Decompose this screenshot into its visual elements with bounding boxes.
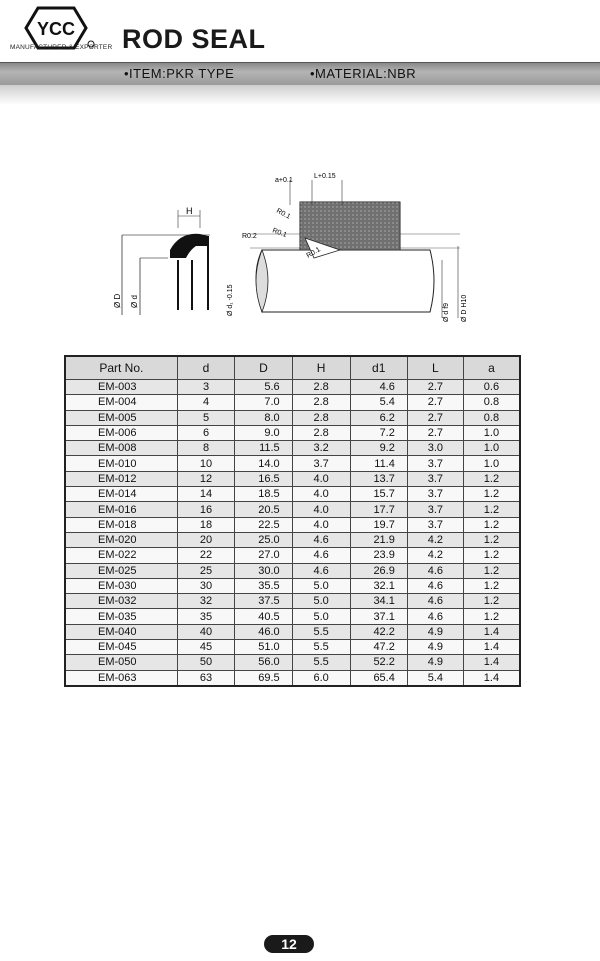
table-cell: 35 <box>177 609 235 624</box>
table-cell: EM-014 <box>65 487 177 502</box>
table-cell: 22 <box>177 548 235 563</box>
table-cell: 4.6 <box>407 609 463 624</box>
table-cell: 25.0 <box>235 532 292 547</box>
table-cell: 15.7 <box>350 487 407 502</box>
table-cell: 3.7 <box>292 456 350 471</box>
table-cell: 1.2 <box>463 563 520 578</box>
table-row <box>65 517 520 532</box>
table-cell: 2.7 <box>407 380 463 395</box>
table-cell: 1.0 <box>463 441 520 456</box>
col-d1: d1 <box>350 356 407 380</box>
table-cell: 1.2 <box>463 471 520 486</box>
radius-label-3: R0.1 <box>271 227 288 239</box>
table-row <box>65 441 520 456</box>
table-cell: 1.0 <box>463 425 520 440</box>
table-cell: 1.2 <box>463 578 520 593</box>
table-cell: EM-032 <box>65 594 177 609</box>
table-cell: 4.6 <box>292 563 350 578</box>
table-cell: 4.0 <box>292 502 350 517</box>
table-cell: EM-040 <box>65 624 177 639</box>
table-cell: EM-005 <box>65 410 177 425</box>
dim-d: Ø d <box>130 295 139 308</box>
table-cell: 37.1 <box>350 609 407 624</box>
col-a: a <box>463 356 520 380</box>
table-cell: 1.2 <box>463 517 520 532</box>
dim-dh10: Ø D H10 <box>461 294 468 322</box>
table-cell: 3.7 <box>407 517 463 532</box>
table-cell: 4.6 <box>407 578 463 593</box>
table-cell: 3 <box>177 380 235 395</box>
table-cell: 4.6 <box>350 380 407 395</box>
table-cell: 13.7 <box>350 471 407 486</box>
table-cell: EM-022 <box>65 548 177 563</box>
table-cell: 1.0 <box>463 456 520 471</box>
table-row <box>65 563 520 578</box>
table-cell: 20.5 <box>235 502 292 517</box>
dim-l: L+0.15 <box>314 173 336 180</box>
table-cell: 69.5 <box>235 670 292 686</box>
table-cell: 5.0 <box>292 578 350 593</box>
table-cell: 4.6 <box>407 563 463 578</box>
table-cell: 1.4 <box>463 655 520 670</box>
table-cell: 7.2 <box>350 425 407 440</box>
table-cell: 32.1 <box>350 578 407 593</box>
table-row <box>65 502 520 517</box>
table-header-row <box>65 356 520 380</box>
table-cell: 3.7 <box>407 487 463 502</box>
col-d: d <box>177 356 235 380</box>
table-cell: 0.8 <box>463 410 520 425</box>
table-cell: 35.5 <box>235 578 292 593</box>
table-cell: 26.9 <box>350 563 407 578</box>
table-cell: 1.2 <box>463 502 520 517</box>
table-cell: EM-016 <box>65 502 177 517</box>
table-cell: 7.0 <box>235 395 292 410</box>
table-cell: 4.6 <box>292 532 350 547</box>
table-cell: 2.7 <box>407 425 463 440</box>
table-row <box>65 487 520 502</box>
table-cell: 14 <box>177 487 235 502</box>
table-cell: 5.6 <box>235 380 292 395</box>
table-cell: 8 <box>177 441 235 456</box>
table-cell: 1.2 <box>463 487 520 502</box>
table-cell: EM-012 <box>65 471 177 486</box>
table-row <box>65 670 520 686</box>
table-cell: 1.2 <box>463 532 520 547</box>
table-cell: 2.8 <box>292 425 350 440</box>
table-cell: 23.9 <box>350 548 407 563</box>
table-row <box>65 471 520 486</box>
table-cell: 47.2 <box>350 640 407 655</box>
table-cell: 8.0 <box>235 410 292 425</box>
table-cell: 50 <box>177 655 235 670</box>
spec-table <box>64 355 521 687</box>
table-cell: 11.4 <box>350 456 407 471</box>
table-cell: 42.2 <box>350 624 407 639</box>
table-cell: 22.5 <box>235 517 292 532</box>
table-cell: 16 <box>177 502 235 517</box>
table-cell: 3.7 <box>407 471 463 486</box>
table-cell: EM-018 <box>65 517 177 532</box>
table-cell: 51.0 <box>235 640 292 655</box>
table-cell: 1.4 <box>463 670 520 686</box>
table-cell: 4.6 <box>292 548 350 563</box>
table-cell: 5.4 <box>407 670 463 686</box>
table-cell: 1.2 <box>463 548 520 563</box>
table-cell: 4.6 <box>407 594 463 609</box>
table-cell: 3.7 <box>407 502 463 517</box>
table-cell: 2.8 <box>292 410 350 425</box>
table-cell: 34.1 <box>350 594 407 609</box>
table-cell: 11.5 <box>235 441 292 456</box>
dim-h: H <box>186 206 193 216</box>
table-cell: 5 <box>177 410 235 425</box>
table-cell: 14.0 <box>235 456 292 471</box>
dim-d1: Ø d₁ -0.15 <box>227 284 234 316</box>
table-cell: EM-050 <box>65 655 177 670</box>
col-D: D <box>235 356 292 380</box>
table-cell: 17.7 <box>350 502 407 517</box>
table-cell: 20 <box>177 532 235 547</box>
table-cell: 2.7 <box>407 395 463 410</box>
logo-text: YCC <box>36 19 76 39</box>
table-cell: 1.4 <box>463 640 520 655</box>
table-cell: 6.0 <box>292 670 350 686</box>
table-cell: 0.8 <box>463 395 520 410</box>
table-cell: 1.2 <box>463 609 520 624</box>
table-cell: 52.2 <box>350 655 407 670</box>
table-row <box>65 410 520 425</box>
table-cell: 9.0 <box>235 425 292 440</box>
table-cell: 65.4 <box>350 670 407 686</box>
table-row <box>65 640 520 655</box>
dim-df9: Ø d f9 <box>443 302 450 322</box>
table-cell: 1.4 <box>463 624 520 639</box>
brand-tagline: MANUFACTURER & EXPORTER <box>10 44 113 51</box>
table-row <box>65 548 520 563</box>
table-cell: EM-008 <box>65 441 177 456</box>
page-title: ROD SEAL <box>122 24 266 54</box>
table-cell: EM-003 <box>65 380 177 395</box>
table-cell: 25 <box>177 563 235 578</box>
dim-a: a+0.1 <box>275 177 293 184</box>
table-cell: 2.8 <box>292 380 350 395</box>
table-cell: 12 <box>177 471 235 486</box>
dim-od: Ø D <box>113 293 122 308</box>
table-row <box>65 532 520 547</box>
table-cell: 10 <box>177 456 235 471</box>
table-cell: EM-035 <box>65 609 177 624</box>
table-cell: EM-010 <box>65 456 177 471</box>
table-cell: 2.7 <box>407 410 463 425</box>
table-cell: 4.0 <box>292 517 350 532</box>
table-cell: 30 <box>177 578 235 593</box>
table-row <box>65 578 520 593</box>
page-number: 12 <box>264 935 314 953</box>
table-cell: 46.0 <box>235 624 292 639</box>
table-cell: 5.4 <box>350 395 407 410</box>
table-cell: 18 <box>177 517 235 532</box>
table-cell: 30.0 <box>235 563 292 578</box>
radius-label-2: R0.2 <box>242 233 257 240</box>
table-row <box>65 655 520 670</box>
table-cell: 4.2 <box>407 548 463 563</box>
table-row <box>65 456 520 471</box>
table-row <box>65 395 520 410</box>
table-row <box>65 624 520 639</box>
table-row <box>65 380 520 395</box>
table-cell: EM-020 <box>65 532 177 547</box>
table-cell: EM-006 <box>65 425 177 440</box>
table-cell: 9.2 <box>350 441 407 456</box>
table-cell: 5.5 <box>292 640 350 655</box>
table-cell: 4.0 <box>292 487 350 502</box>
table-cell: 21.9 <box>350 532 407 547</box>
table-cell: 4.9 <box>407 640 463 655</box>
table-cell: EM-063 <box>65 670 177 686</box>
table-cell: 63 <box>177 670 235 686</box>
table-cell: 5.0 <box>292 609 350 624</box>
material-type: •MATERIAL:NBR <box>310 66 417 81</box>
col-part-no: Part No. <box>65 356 177 380</box>
table-cell: 6.2 <box>350 410 407 425</box>
table-cell: 1.2 <box>463 594 520 609</box>
table-cell: 5.5 <box>292 624 350 639</box>
table-row <box>65 609 520 624</box>
item-type: •ITEM:PKR TYPE <box>124 66 235 81</box>
table-cell: 4.9 <box>407 655 463 670</box>
subheader-bar <box>0 62 600 86</box>
table-cell: 40.5 <box>235 609 292 624</box>
table-cell: 37.5 <box>235 594 292 609</box>
table-cell: 3.0 <box>407 441 463 456</box>
table-cell: 18.5 <box>235 487 292 502</box>
table-cell: 40 <box>177 624 235 639</box>
radius-label-1: R0.1 <box>275 207 292 221</box>
table-cell: 27.0 <box>235 548 292 563</box>
table-cell: 19.7 <box>350 517 407 532</box>
table-cell: 32 <box>177 594 235 609</box>
table-cell: 5.5 <box>292 655 350 670</box>
table-cell: 45 <box>177 640 235 655</box>
rod-seal-diagram <box>100 150 500 350</box>
table-cell: 5.0 <box>292 594 350 609</box>
table-row <box>65 425 520 440</box>
table-cell: 4 <box>177 395 235 410</box>
col-H: H <box>292 356 350 380</box>
page-header <box>0 0 600 62</box>
table-cell: EM-045 <box>65 640 177 655</box>
table-cell: EM-004 <box>65 395 177 410</box>
table-cell: 6 <box>177 425 235 440</box>
table-cell: 4.0 <box>292 471 350 486</box>
table-cell: 4.2 <box>407 532 463 547</box>
radius-label-4: R0.1 <box>305 246 322 260</box>
table-cell: 4.9 <box>407 624 463 639</box>
table-cell: 3.2 <box>292 441 350 456</box>
table-cell: EM-030 <box>65 578 177 593</box>
table-cell: 16.5 <box>235 471 292 486</box>
table-cell: 2.8 <box>292 395 350 410</box>
table-row <box>65 594 520 609</box>
table-cell: EM-025 <box>65 563 177 578</box>
table-cell: 0.6 <box>463 380 520 395</box>
col-L: L <box>407 356 463 380</box>
table-cell: 56.0 <box>235 655 292 670</box>
header-shade <box>0 85 600 105</box>
table-cell: 3.7 <box>407 456 463 471</box>
